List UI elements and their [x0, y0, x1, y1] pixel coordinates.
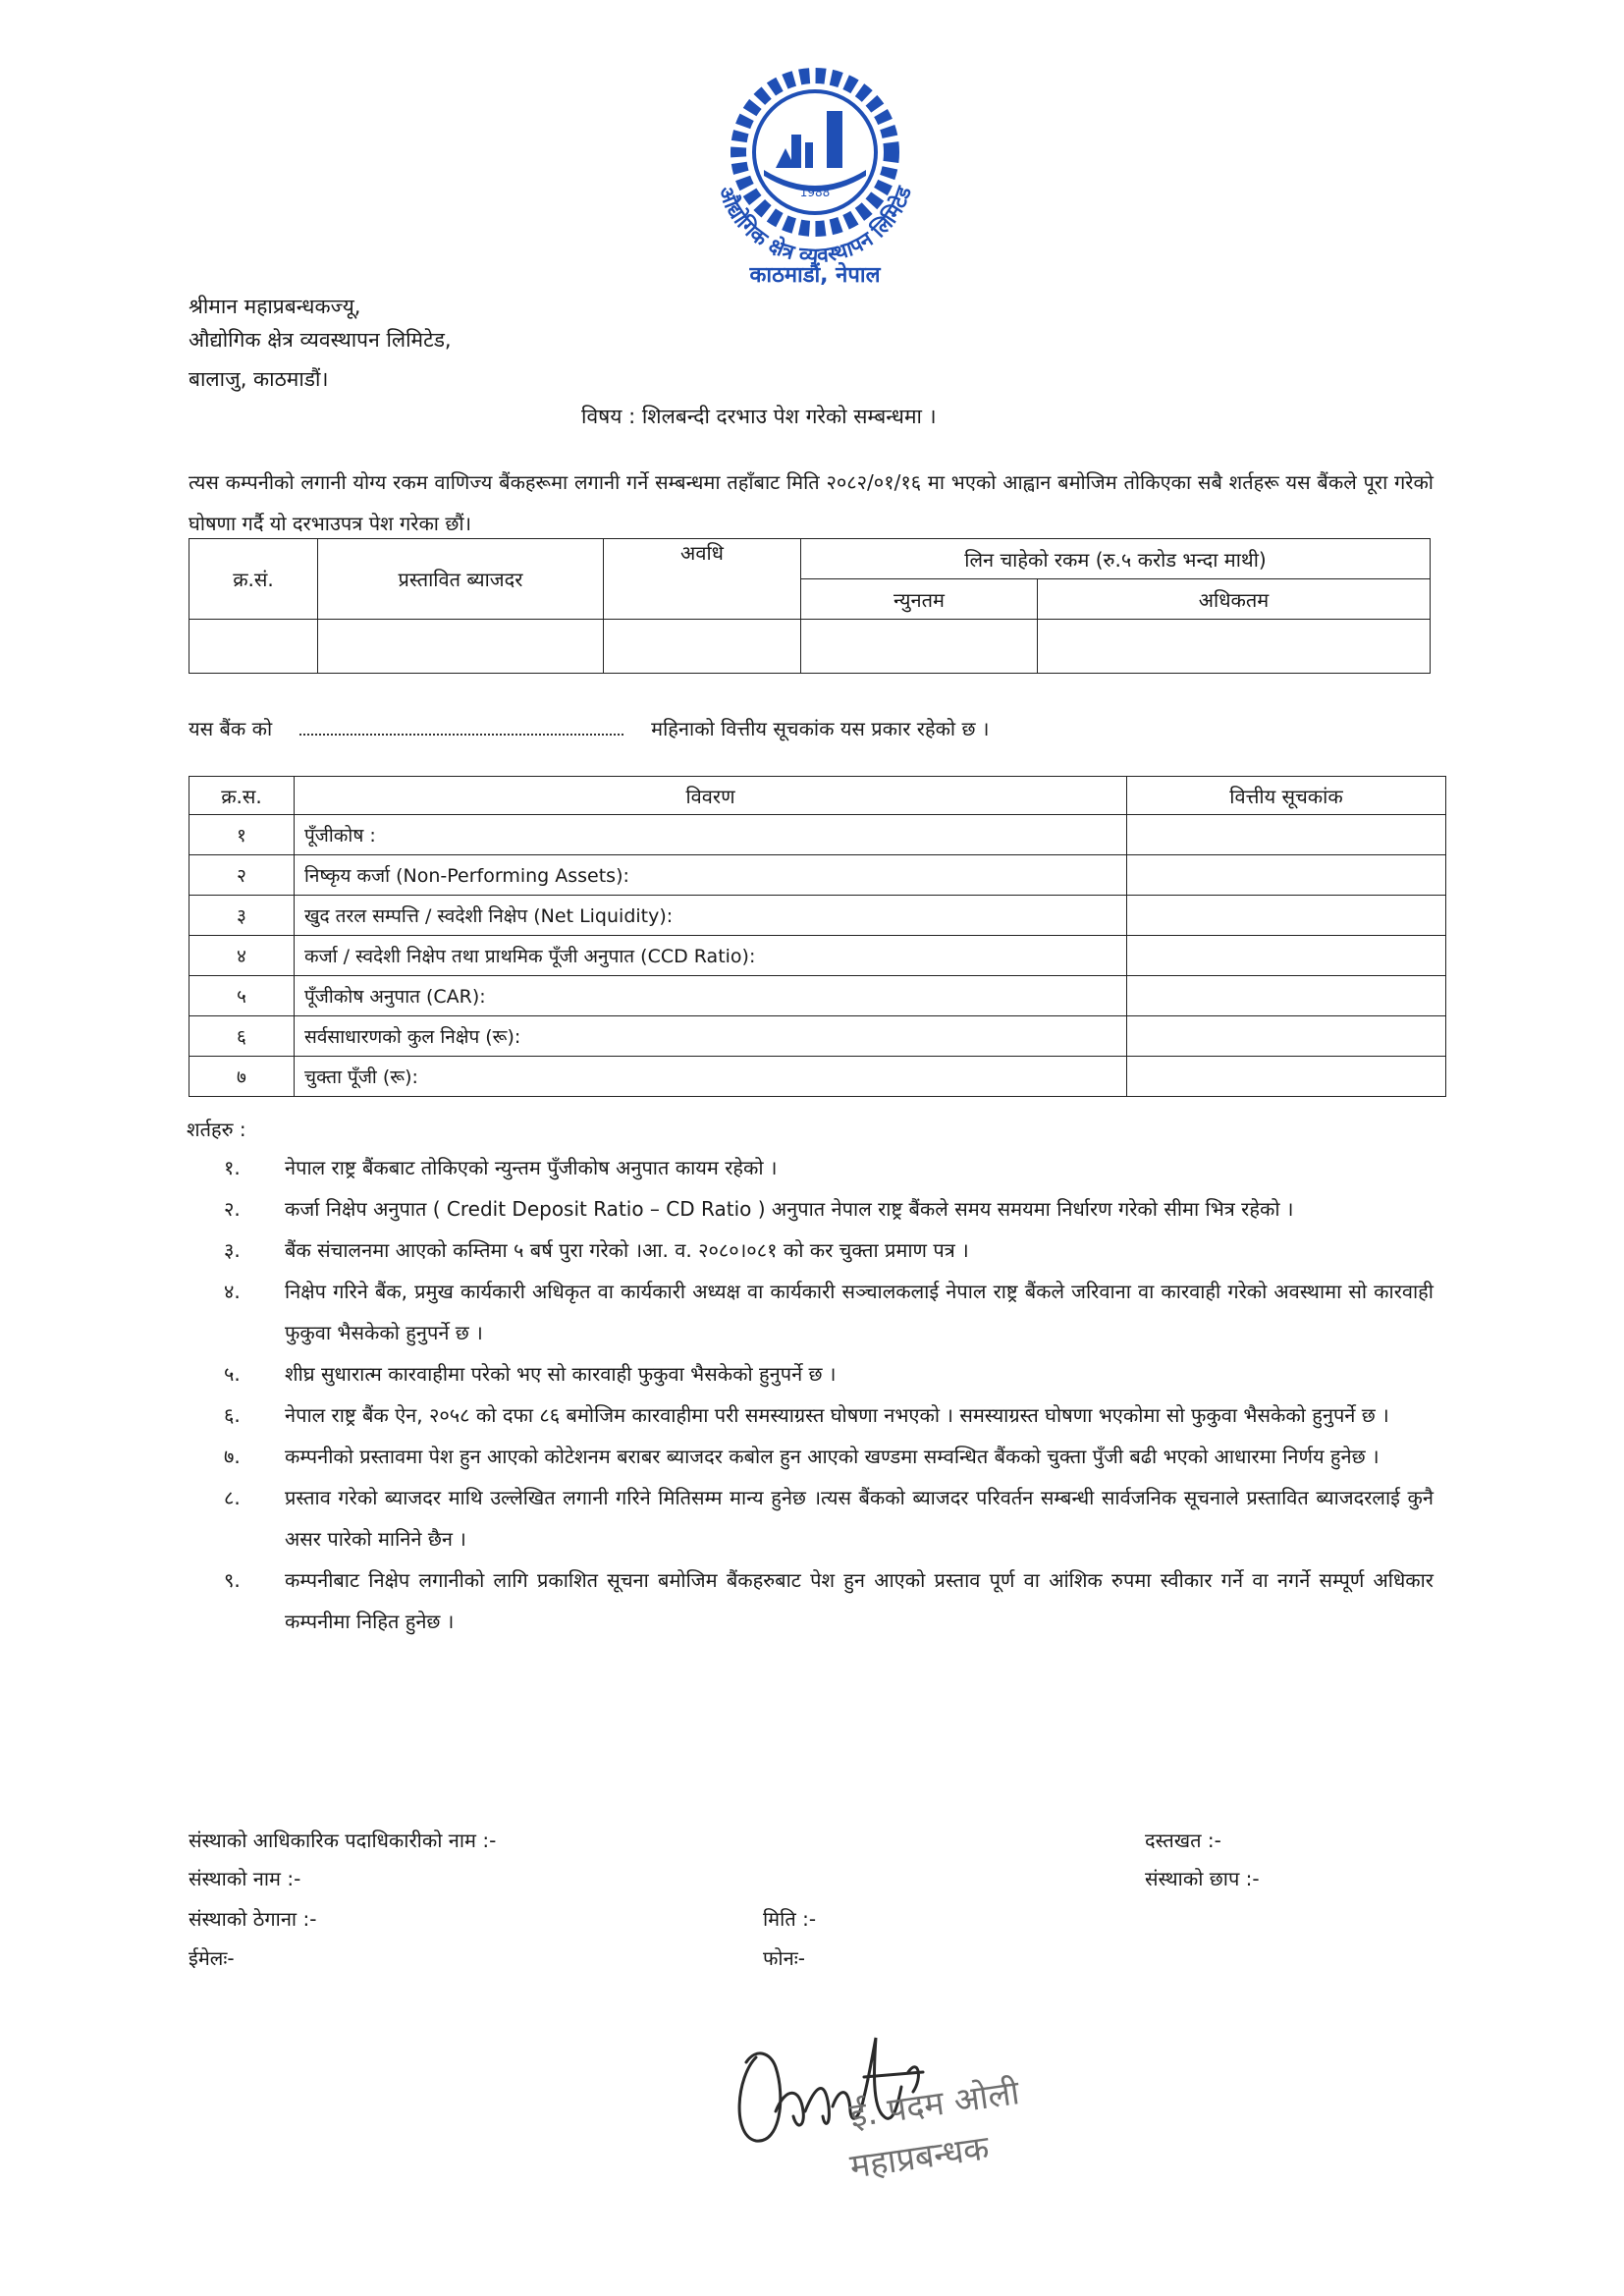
signature-label: दस्तखत :- [1145, 1829, 1221, 1852]
signatory-name: ई. पदम ओली [847, 2073, 1022, 2136]
rate-min-cell[interactable] [801, 620, 1038, 674]
list-item [224, 1147, 1434, 1188]
company-logo [687, 54, 943, 290]
condition-number: १. [224, 1156, 241, 1179]
condition-number: ८. [224, 1486, 241, 1509]
fin-row-value-cell[interactable] [1127, 855, 1446, 896]
rate-value-cell[interactable] [318, 620, 604, 674]
fin-row-desc: पूँजीकोष : [295, 815, 1127, 855]
list-item [224, 1559, 1434, 1642]
table-row [189, 1016, 1446, 1057]
fin-row-desc: पूँजीकोष अनुपात (CAR): [295, 976, 1127, 1016]
condition-text: कम्पनीको प्रस्तावमा पेश हुन आएको कोटेशनम बराबर ब्याजदर कबोल हुन आएको खण्डमा सम्वन्धित बैंकको चुक्ता पुँजी बढी भएको आधारमा निर्णय हुनेछ । [285, 1445, 1380, 1468]
col-sn-header: क्र.सं. [189, 539, 318, 620]
fin-row-sn: ६ [189, 1016, 295, 1057]
month-blank-field[interactable] [299, 716, 623, 736]
fin-row-desc: चुक्ता पूँजी (रू): [295, 1057, 1127, 1097]
condition-text: नेपाल राष्ट्र बैंक ऐन, २०५८ को दफा ८६ बमोजिम कारवाहीमा परी समस्याग्रस्त घोषणा नभएको । समस्याग्रस्त घोषणा भएकोमा सो फुकुवा भैसकेको हुनुपर्ने छ । [285, 1403, 1389, 1427]
fin-col-sn-header: क्र.स. [189, 777, 295, 815]
condition-text: प्रस्ताव गरेको ब्याजदर माथि उल्लेखित लगानी गरिने मितिसम्म मान्य हुनेछ ।त्यस बैंकको ब्याजदर परिवर्तन सम्बन्धी सार्वजनिक सूचनाले प्रस्तावित ब्याजदरलाई कुनै असर पारेको मानिने छैन । [285, 1486, 1434, 1551]
seal-label: संस्थाको छाप :- [1145, 1867, 1260, 1890]
table-row [189, 1057, 1446, 1097]
rate-max-cell[interactable] [1038, 620, 1431, 674]
fin-row-sn: ३ [189, 896, 295, 936]
list-item [224, 1230, 1434, 1271]
table-row [189, 855, 1446, 896]
fin-row-value-cell[interactable] [1127, 896, 1446, 936]
fin-col-value-header: वित्तीय सूचकांक [1127, 777, 1446, 815]
svg-text:1988: 1988 [799, 186, 831, 199]
table-row [189, 896, 1446, 936]
fin-row-sn: २ [189, 855, 295, 896]
list-item [224, 1477, 1434, 1559]
condition-number: ६. [224, 1403, 241, 1427]
condition-number: ३. [224, 1238, 241, 1262]
condition-number: २. [224, 1197, 241, 1221]
fin-row-sn: १ [189, 815, 295, 855]
address-line-1: श्रीमान महाप्रबन्धकज्यू, [189, 295, 361, 318]
list-item [224, 1436, 1434, 1477]
address-line-3: बालाजु, काठमाडौं। [189, 367, 329, 391]
condition-text: नेपाल राष्ट्र बैंकबाट तोकिएको न्युन्तम पुँजीकोष अनुपात कायम रहेको । [285, 1156, 778, 1179]
fin-row-value-cell[interactable] [1127, 1057, 1446, 1097]
condition-text: कम्पनीबाट निक्षेप लगानीको लागि प्रकाशित सूचना बमोजिम बैंकहरुबाट पेश हुन आएको प्रस्ताव पूर्ण वा आंशिक रुपमा स्वीकार गर्ने वा नगर्ने सम्पूर्ण अधिकार कम्पनीमा निहित हुनेछ । [285, 1568, 1434, 1633]
fin-row-sn: ४ [189, 936, 295, 976]
col-period-header: अवधि [604, 539, 801, 620]
subject-line: विषय : शिलबन्दी दरभाउ पेश गरेको सम्बन्धमा । [581, 405, 937, 428]
table-row [189, 936, 1446, 976]
address-line-2: औद्योगिक क्षेत्र व्यवस्थापन लिमिटेड, [189, 328, 452, 352]
fin-row-value-cell[interactable] [1127, 1016, 1446, 1057]
signatory-title: महाप्रबन्धक [847, 2128, 992, 2187]
fin-row-desc: खुद तरल सम्पत्ति / स्वदेशी निक्षेप (Net Liquidity): [295, 896, 1127, 936]
condition-text: निक्षेप गरिने बैंक, प्रमुख कार्यकारी अधिकृत वा कार्यकारी अध्यक्ष वा कार्यकारी सञ्चालकलाई नेपाल राष्ट्र बैंकले जरिवाना वा कारवाही गरेको अवस्थामा सो कारवाही फुकुवा भैसकेको हुनुपर्ने छ । [285, 1280, 1434, 1344]
date-label: मिति :- [763, 1907, 817, 1931]
fin-row-value-cell[interactable] [1127, 976, 1446, 1016]
fin-row-desc: सर्वसाधारणको कुल निक्षेप (रू): [295, 1016, 1127, 1057]
table-row [189, 620, 1431, 674]
fin-row-desc: कर्जा / स्वदेशी निक्षेप तथा प्राथमिक पूँजी अनुपात (CCD Ratio): [295, 936, 1127, 976]
rate-table [189, 538, 1431, 674]
list-item [224, 1188, 1434, 1230]
fin-row-desc: निष्कृय कर्जा (Non-Performing Assets): [295, 855, 1127, 896]
bank-month-line [189, 715, 989, 741]
table-row [189, 815, 1446, 855]
conditions-list [224, 1147, 1434, 1642]
fin-row-sn: ७ [189, 1057, 295, 1097]
condition-number: ९. [224, 1568, 241, 1592]
condition-number: ५. [224, 1362, 241, 1386]
condition-number: ७. [224, 1445, 241, 1468]
list-item [224, 1271, 1434, 1353]
condition-number: ४. [224, 1280, 241, 1303]
rate-period-cell[interactable] [604, 620, 801, 674]
official-name-label: संस्थाको आधिकारिक पदाधिकारीको नाम :- [189, 1829, 497, 1852]
list-item [224, 1353, 1434, 1394]
col-rate-header: प्रस्तावित ब्याजदर [318, 539, 604, 620]
col-max-header: अधिकतम [1038, 579, 1431, 620]
bank-line-prefix: यस बैंक को [189, 717, 273, 740]
bank-line-suffix: महिनाको वित्तीय सूचकांक यस प्रकार रहेको छ । [651, 717, 990, 740]
col-min-header: न्युनतम [801, 579, 1038, 620]
conditions-title: शर्तहरु : [187, 1118, 246, 1141]
table-row [189, 976, 1446, 1016]
org-address-label: संस्थाको ठेगाना :- [189, 1907, 317, 1931]
list-item [224, 1394, 1434, 1436]
svg-text:औद्योगिक क्षेत्र व्यवस्थापन लि: औद्योगिक क्षेत्र व्यवस्थापन लिमिटेड [713, 183, 916, 268]
fin-row-value-cell[interactable] [1127, 815, 1446, 855]
col-amount-header: लिन चाहेको रकम (रु.५ करोड भन्दा माथी) [801, 539, 1431, 579]
condition-text: कर्जा निक्षेप अनुपात ( Credit Deposit Ratio – CD Ratio ) अनुपात नेपाल राष्ट्र बैंकले समय समयमा निर्धारण गरेको सीमा भित्र रहेको । [285, 1197, 1294, 1221]
fin-row-value-cell[interactable] [1127, 936, 1446, 976]
fin-col-desc-header: विवरण [295, 777, 1127, 815]
rate-sn-cell[interactable] [189, 620, 318, 674]
condition-text: शीघ्र सुधारात्म कारवाहीमा परेको भए सो कारवाही फुकुवा भैसकेको हुनुपर्ने छ । [285, 1362, 837, 1386]
intro-paragraph: त्यस कम्पनीको लगानी योग्य रकम वाणिज्य बैंकहरूमा लगानी गर्ने सम्बन्धमा तहाँबाट मिति २०८२/०१/१६ मा भएको आह्वान बमोजिम तोकिएका सबै शर्तहरू यस बैंकले पूरा गरेको घोषणा गर्दै यो दरभाउपत्र पेश गरेका छौं। [189, 470, 1434, 535]
financial-indicators-table [189, 776, 1446, 1097]
svg-text:काठमाडौं, नेपाल: काठमाडौं, नेपाल [749, 263, 881, 288]
org-name-label: संस्थाको नाम :- [189, 1867, 301, 1890]
phone-label: फोनः- [763, 1946, 805, 1970]
condition-text: बैंक संचालनमा आएको कम्तिमा ५ बर्ष पुरा गरेको ।आ. व. २०८०।०८१ को कर चुक्ता प्रमाण पत्र । [285, 1238, 969, 1262]
fin-row-sn: ५ [189, 976, 295, 1016]
email-label: ईमेलः- [189, 1946, 235, 1970]
